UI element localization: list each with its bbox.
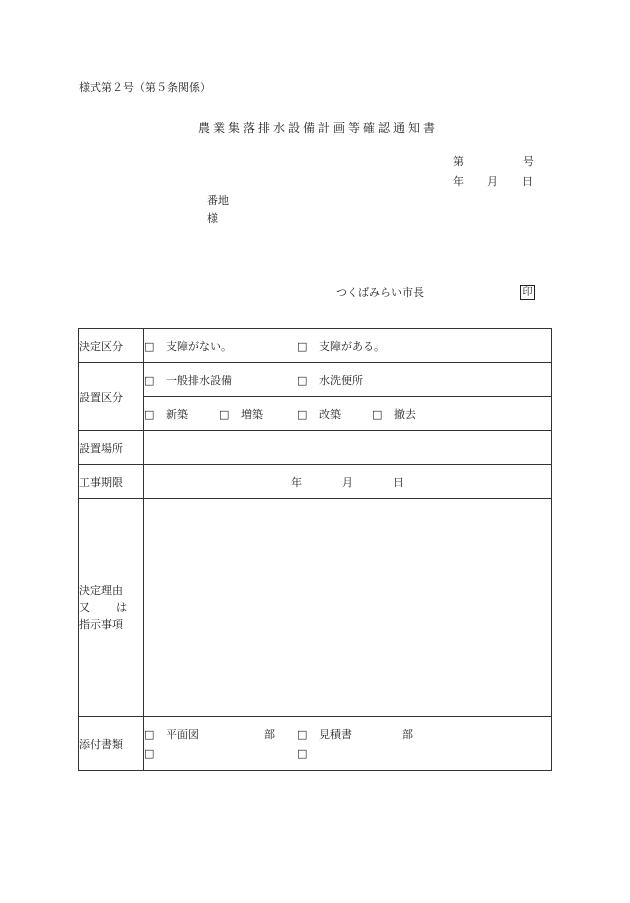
checkbox-icon[interactable]: □ [297,373,308,387]
deadline-row [79,465,552,499]
location-row [79,431,552,465]
deadline-label: 工事期限 [79,465,144,499]
reason-label-line-1: 決定理由 [79,584,123,597]
reason-label-line-3: は [116,601,127,614]
install-type-row-top [79,363,552,397]
checkbox-icon[interactable]: □ [219,407,230,421]
option-renovation[interactable] [297,406,372,422]
option-label: 支障がない。 [166,339,232,353]
option-label: 一般排水設備 [166,373,232,387]
doc-number-prefix: 第 [453,155,464,168]
checkbox-icon[interactable]: □ [372,407,383,421]
option-new-build[interactable] [144,406,219,422]
deadline-day: 日 [393,475,404,489]
option-label: 撤去 [394,407,416,421]
option-label: 改築 [319,407,341,421]
checkbox-icon[interactable]: □ [297,339,308,353]
option-removal[interactable] [372,406,416,422]
option-general-drainage[interactable] [144,372,297,388]
checkbox-icon[interactable]: □ [144,407,155,421]
location-label: 設置場所 [79,431,144,465]
option-has-obstacle[interactable] [297,338,385,354]
checkbox-icon[interactable]: □ [144,746,155,760]
attachment-estimate[interactable] [297,725,402,744]
checkbox-icon[interactable]: □ [144,727,155,741]
install-type-row-bottom [79,397,552,431]
checkbox-icon[interactable]: □ [297,746,308,760]
addressee-honorific: 様 [207,212,218,225]
attachments-label: 添付書類 [79,717,144,771]
decision-row [79,329,552,363]
date-year: 年 [453,175,464,188]
checkbox-icon[interactable]: □ [297,407,308,421]
notification-form-table [78,328,552,771]
reason-field[interactable] [144,499,552,717]
addressee-address-label: 番地 [207,194,229,207]
option-label: 増築 [241,407,263,421]
reason-label-line-2: 又 [79,601,90,614]
attachment-unit: 部 [402,727,413,741]
option-label: 新築 [166,407,188,421]
reason-label [79,499,144,717]
checkbox-icon[interactable]: □ [144,373,155,387]
attachment-other-checkbox[interactable] [144,744,297,763]
deadline-year: 年 [291,475,302,489]
attachment-label: 見積書 [319,727,352,741]
seal-stamp: 印 [520,285,535,300]
reason-row [79,499,552,717]
option-flush-toilet[interactable] [297,372,363,388]
decision-label: 決定区分 [79,329,144,363]
option-label: 支障がある。 [319,339,385,353]
deadline-field[interactable] [144,465,552,499]
attachment-label: 平面図 [166,727,199,741]
form-number: 様式第２号（第５条関係） [79,81,211,94]
option-no-obstacle[interactable] [144,338,297,354]
attachment-unit: 部 [264,727,275,741]
option-label: 水洗便所 [319,373,363,387]
option-extension[interactable] [219,406,297,422]
date-day: 日 [522,175,533,188]
document-title: 農業集落排水設備計画等確認通知書 [198,121,439,135]
deadline-month: 月 [342,475,353,489]
attachment-other-checkbox[interactable] [297,744,319,763]
install-type-label: 設置区分 [79,363,144,431]
date-month: 月 [487,175,498,188]
checkbox-icon[interactable]: □ [297,727,308,741]
checkbox-icon[interactable]: □ [144,339,155,353]
attachment-floor-plan[interactable] [144,725,264,744]
attachments-row [79,717,552,771]
issuer-name: つくばみらい市長 [336,286,424,299]
reason-label-line-4: 指示事項 [79,618,123,631]
location-field[interactable] [144,431,552,465]
doc-number-suffix: 号 [523,155,534,168]
